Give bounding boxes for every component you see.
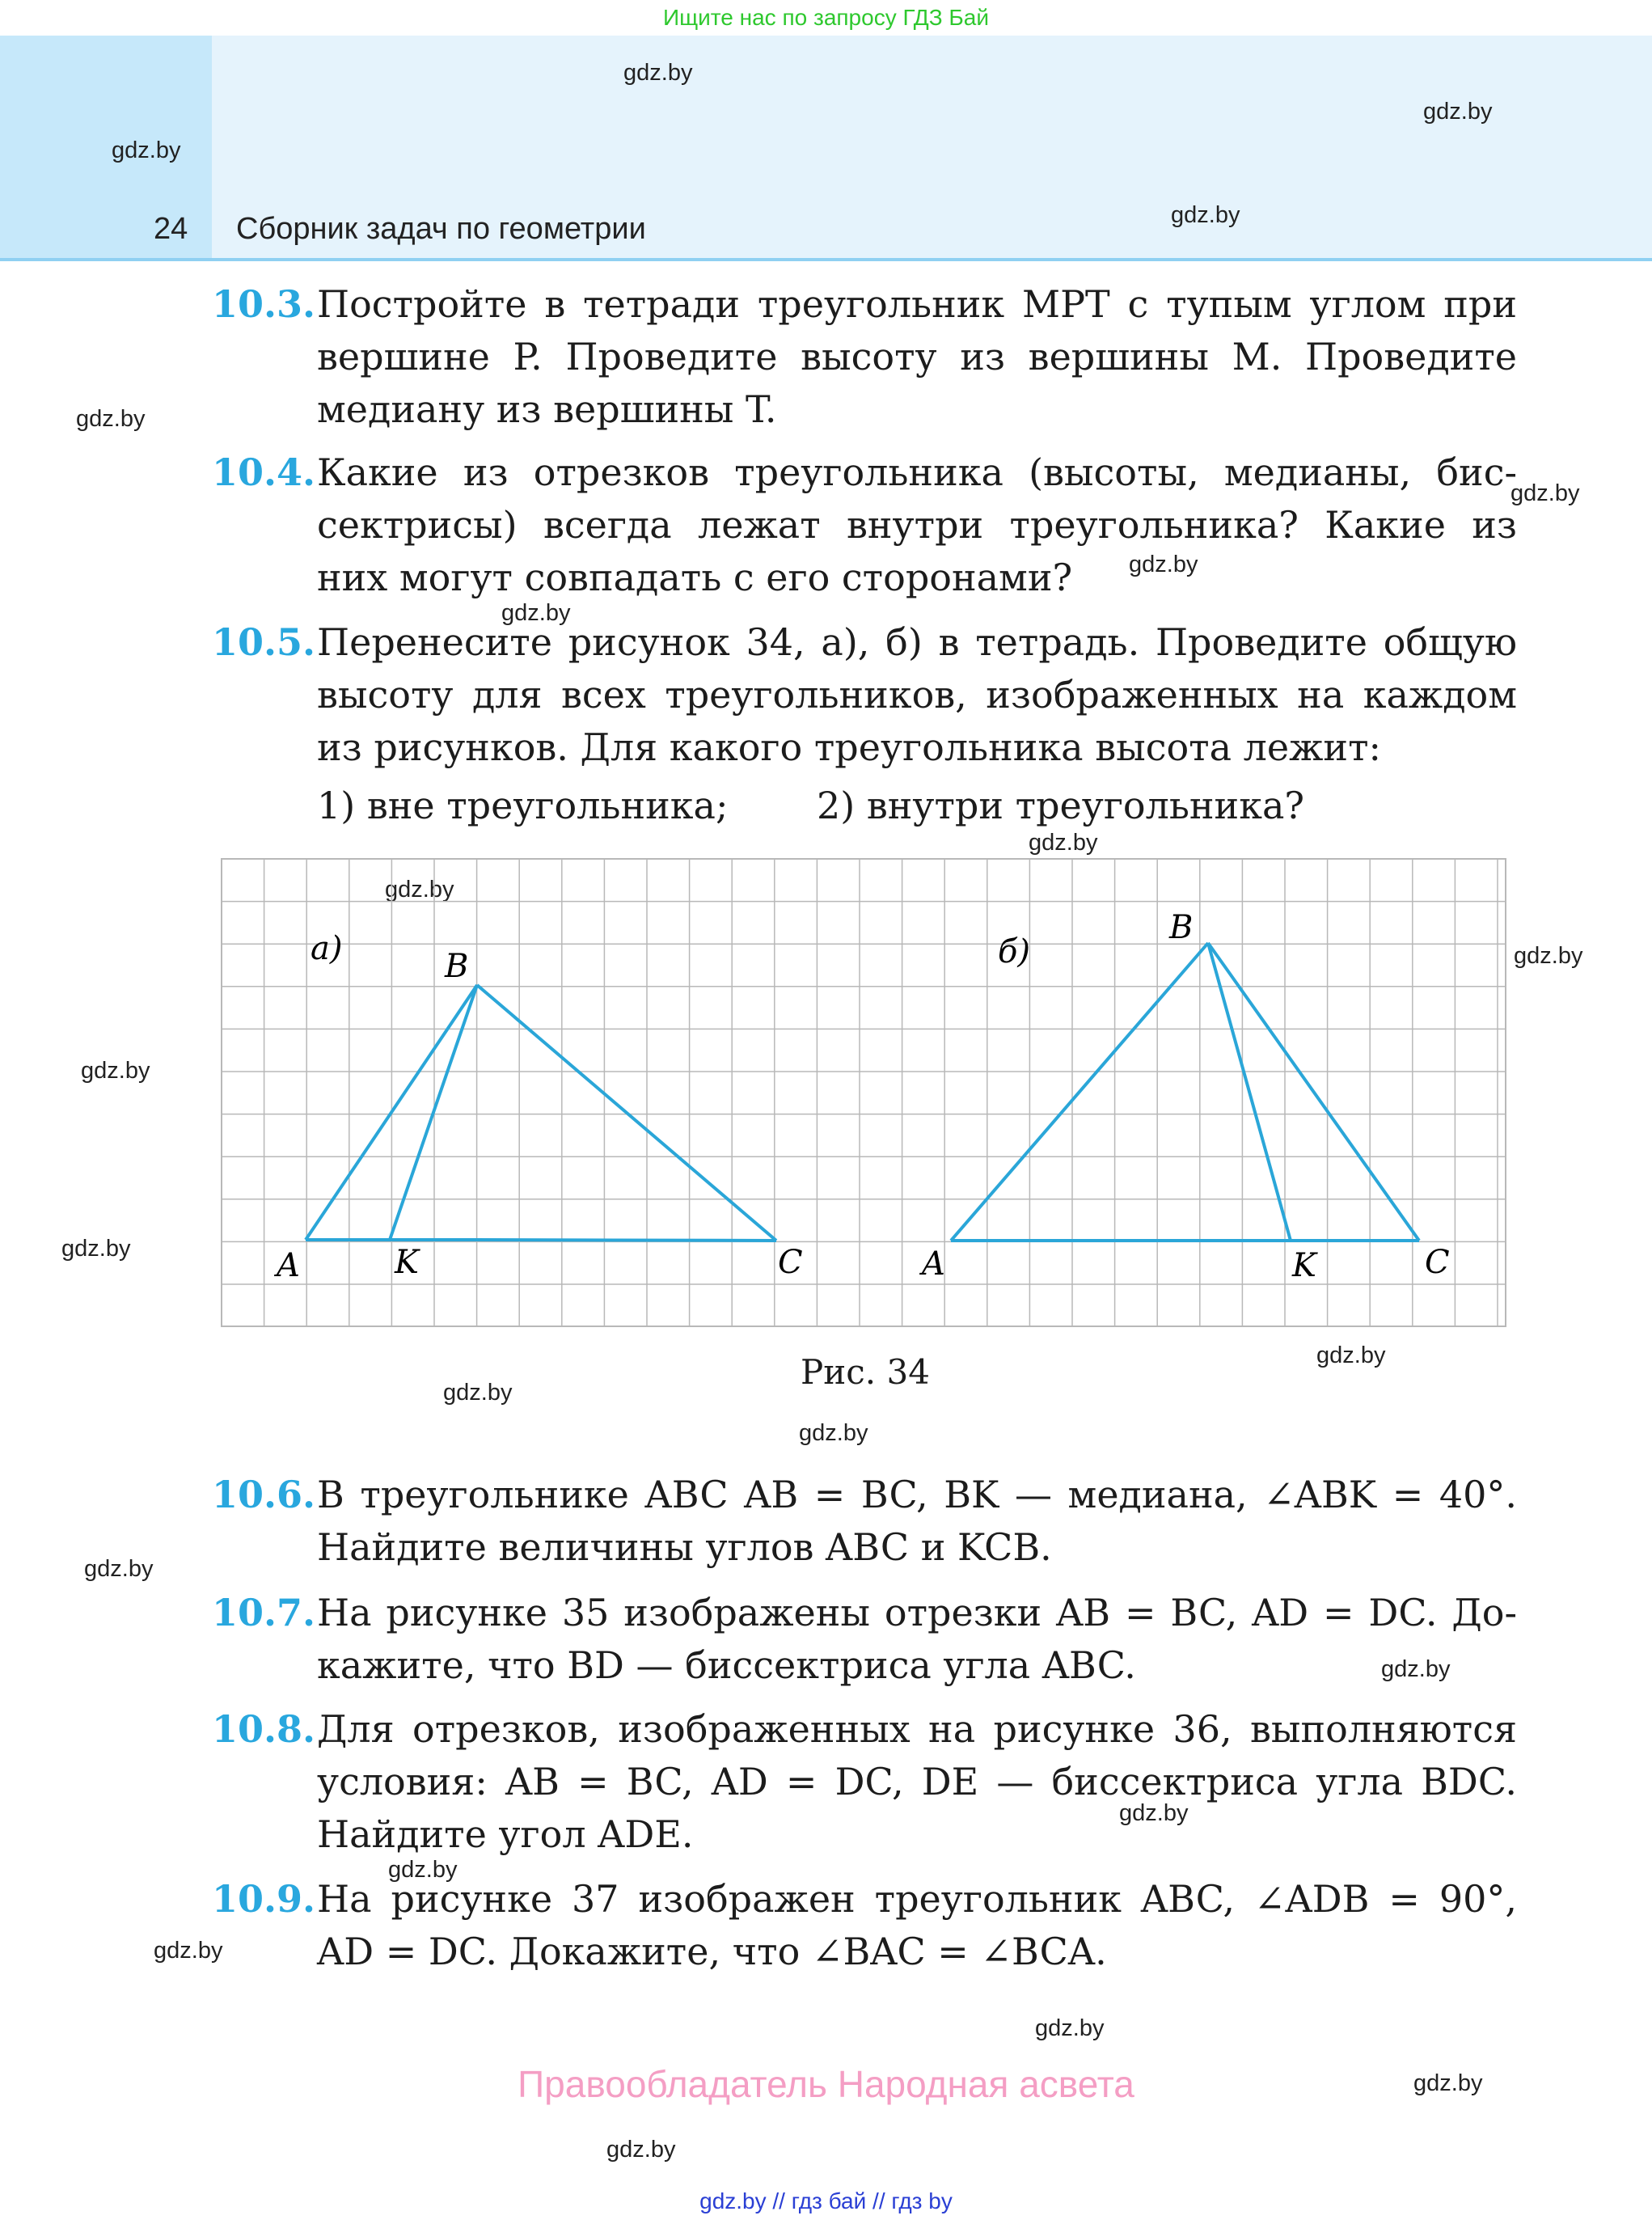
top-banner: Ищите нас по запросу ГДЗ Бай	[662, 5, 990, 30]
segment-bk	[390, 985, 477, 1240]
watermark: gdz.by	[443, 1380, 513, 1406]
segment-bk	[1208, 943, 1291, 1241]
problem-text-line: На рисунке 37 изображен треугольник ABC, ∠ADB = 90°,	[317, 1877, 1517, 1921]
vertex-label-k: K	[395, 1244, 419, 1281]
watermark: gdz.by	[388, 1857, 458, 1883]
vertex-label-k: K	[1292, 1247, 1316, 1284]
panel-a	[273, 930, 803, 1284]
side-kc	[477, 1240, 776, 1241]
watermark: gdz.by	[154, 1938, 223, 1964]
watermark: gdz.by	[1423, 99, 1493, 125]
watermark: gdz.by	[1514, 943, 1583, 969]
vertex-label-b: B	[1169, 909, 1194, 946]
problem-text-line: сектрисы) всегда лежат внутри треугольника? Какие из	[317, 503, 1517, 547]
vertex-label-a: A	[922, 1245, 945, 1283]
problem-10-4	[212, 446, 1517, 604]
watermark: gdz.by	[1035, 2015, 1105, 2041]
problem-text-line: кажите, что BD — биссектриса угла ABC.	[317, 1643, 1136, 1687]
problem-text-line: Найдите величины углов ABC и KCB.	[317, 1525, 1052, 1569]
watermark: gdz.by	[799, 1420, 868, 1446]
figure-caption: Рис. 34	[801, 1352, 930, 1392]
figure-34	[220, 854, 1514, 1339]
watermark: gdz.by	[112, 137, 181, 163]
watermark: gdz.by	[81, 1058, 150, 1084]
problem-number: 10.9.	[212, 1877, 316, 1921]
watermark: gdz.by	[1413, 2070, 1483, 2096]
watermark: gdz.by	[1510, 480, 1580, 506]
problem-number: 10.4.	[212, 450, 316, 494]
problem-number: 10.8.	[212, 1707, 316, 1751]
problem-text-line: высоту для всех треугольников, изображенных на каждом	[317, 673, 1517, 717]
problem-text-line: Найдите угол ADE.	[317, 1812, 694, 1856]
problem-10-5	[212, 616, 1517, 774]
option-2: 2) внутри треугольника?	[817, 784, 1305, 827]
watermark: gdz.by	[1171, 202, 1240, 228]
problem-text-line: На рисунке 35 изображены отрезки AB = BC, AD = DC. До-	[317, 1591, 1517, 1634]
problem-number: 10.3.	[212, 282, 316, 326]
problem-text-line: из рисунков. Для какого треугольника высота лежит:	[317, 725, 1382, 769]
watermark: gdz.by	[1381, 1656, 1451, 1682]
copyright-notice: Правообладатель Народная асвета	[518, 2063, 1134, 2105]
watermark: gdz.by	[84, 1556, 154, 1582]
watermark: gdz.by	[385, 877, 454, 903]
problem-10-6	[212, 1469, 1517, 1574]
watermark: gdz.by	[1316, 1342, 1386, 1368]
problem-text-line: условия: AB = BC, AD = DC, DE — биссектриса угла BDC.	[317, 1760, 1517, 1803]
watermark: gdz.by	[606, 2137, 676, 2163]
problem-number: 10.6.	[212, 1473, 316, 1516]
problem-10-5-options	[317, 780, 1305, 832]
watermark: gdz.by	[1119, 1800, 1189, 1826]
problem-text-line: вершине P. Проведите высоту из вершины M. Проведите	[317, 335, 1517, 378]
watermark: gdz.by	[623, 60, 693, 86]
panel-label: б)	[998, 933, 1031, 970]
side-bc	[1208, 943, 1419, 1241]
problem-text-line: Перенесите рисунок 34, а), б) в тетрадь. Проведите общую	[317, 620, 1517, 664]
problem-text-line: Для отрезков, изображенных на рисунке 36, выполняются	[317, 1707, 1517, 1751]
bottom-links[interactable]: gdz.by // гдз бай // гдз by	[699, 2188, 953, 2213]
panel-label: а)	[311, 930, 343, 967]
problem-text-line: них могут совпадать с его сторонами?	[317, 556, 1073, 599]
problem-number: 10.7.	[212, 1591, 316, 1634]
vertex-label-c: C	[1425, 1244, 1450, 1281]
watermark: gdz.by	[61, 1236, 131, 1262]
problem-10-9	[212, 1873, 1517, 1978]
vertex-label-b: B	[445, 948, 469, 985]
watermark: gdz.by	[501, 600, 571, 626]
side-ab	[951, 943, 1208, 1241]
problem-number: 10.5.	[212, 620, 316, 664]
watermark: gdz.by	[1129, 552, 1198, 577]
watermark: gdz.by	[1029, 830, 1098, 856]
problem-text-line: медиану из вершины T.	[317, 387, 777, 431]
vertex-label-c: C	[778, 1244, 803, 1281]
problem-text-line: Какие из отрезков треугольника (высоты, медианы, бис-	[317, 450, 1517, 494]
problem-text-line: Постройте в тетради треугольник MPT с тупым углом при	[317, 282, 1517, 326]
running-title: Сборник задач по геометрии	[236, 212, 646, 246]
problem-10-8	[212, 1703, 1517, 1861]
header-divider	[0, 258, 1652, 261]
problem-10-3	[212, 278, 1517, 436]
problem-text-line: В треугольнике ABC AB = BC, BK — медиана, ∠ABK = 40°.	[317, 1473, 1517, 1516]
watermark: gdz.by	[76, 406, 146, 432]
option-1: 1) вне треугольника;	[317, 784, 729, 827]
vertex-label-a: A	[277, 1247, 300, 1284]
problem-10-7	[212, 1587, 1517, 1692]
page-number: 24	[154, 212, 188, 246]
problem-text-line: AD = DC. Докажите, что ∠BAC = ∠BCA.	[317, 1930, 1107, 1973]
